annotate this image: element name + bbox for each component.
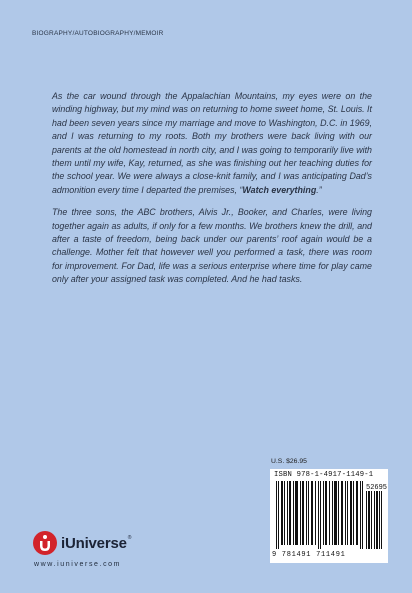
price-code-text: 52695 <box>366 484 388 492</box>
price-label: U.S. $26.95 <box>271 458 307 465</box>
barcode-digits: 9 781491 711491 <box>272 551 346 559</box>
publisher-name <box>61 535 131 552</box>
publisher-name-text: iUniverse <box>61 534 127 552</box>
blurb-p1-text: As the car wound through the Appalachian Mountains, my eyes were on the winding highway, but my mind was on returning to home sweet home, St. Louis. It had been seven years since my marriage and move to Washington, D.C. in 1969, and I was returning to my roots. Both my brothers were back living with our parents at the old homestead in north city, and I was going to temporarily live with them until my wife, Kay, returned, as she was finishing out her teaching duties for the school year. We were always a close-knit family, and I was anticipating Dad’s admonition every time I departed the premises, “ <box>52 91 372 195</box>
genre-label: BIOGRAPHY/AUTOBIOGRAPHY/MEMOIR <box>32 30 164 37</box>
back-cover-blurb <box>52 90 372 296</box>
barcode-image <box>274 481 388 551</box>
blurb-paragraph-1 <box>52 90 372 197</box>
publisher-website: www.iuniverse.com <box>34 561 122 568</box>
blurb-p1-bold: Watch everything <box>242 184 317 195</box>
registered-mark: ® <box>127 534 132 541</box>
blurb-paragraph-2: The three sons, the ABC brothers, Alvis Jr., Booker, and Charles, were living together again as adults, if only for a few months. We brothers knew the drill, and after a taste of freedom, being back under our parents’ roof again would be a challenge. Mother felt that however well you performed a task, there was room for improvement. For Dad, life was a serious enterprise where time for play came only after your assigned task was completed. And he had tasks. <box>52 207 372 285</box>
iuniverse-logo-icon <box>32 530 58 556</box>
barcode-panel <box>270 469 388 563</box>
isbn-label: ISBN 978-1-4917-1149-1 <box>274 471 374 479</box>
blurb-p1-tail: .” <box>316 184 322 195</box>
publisher-logo <box>32 530 131 556</box>
